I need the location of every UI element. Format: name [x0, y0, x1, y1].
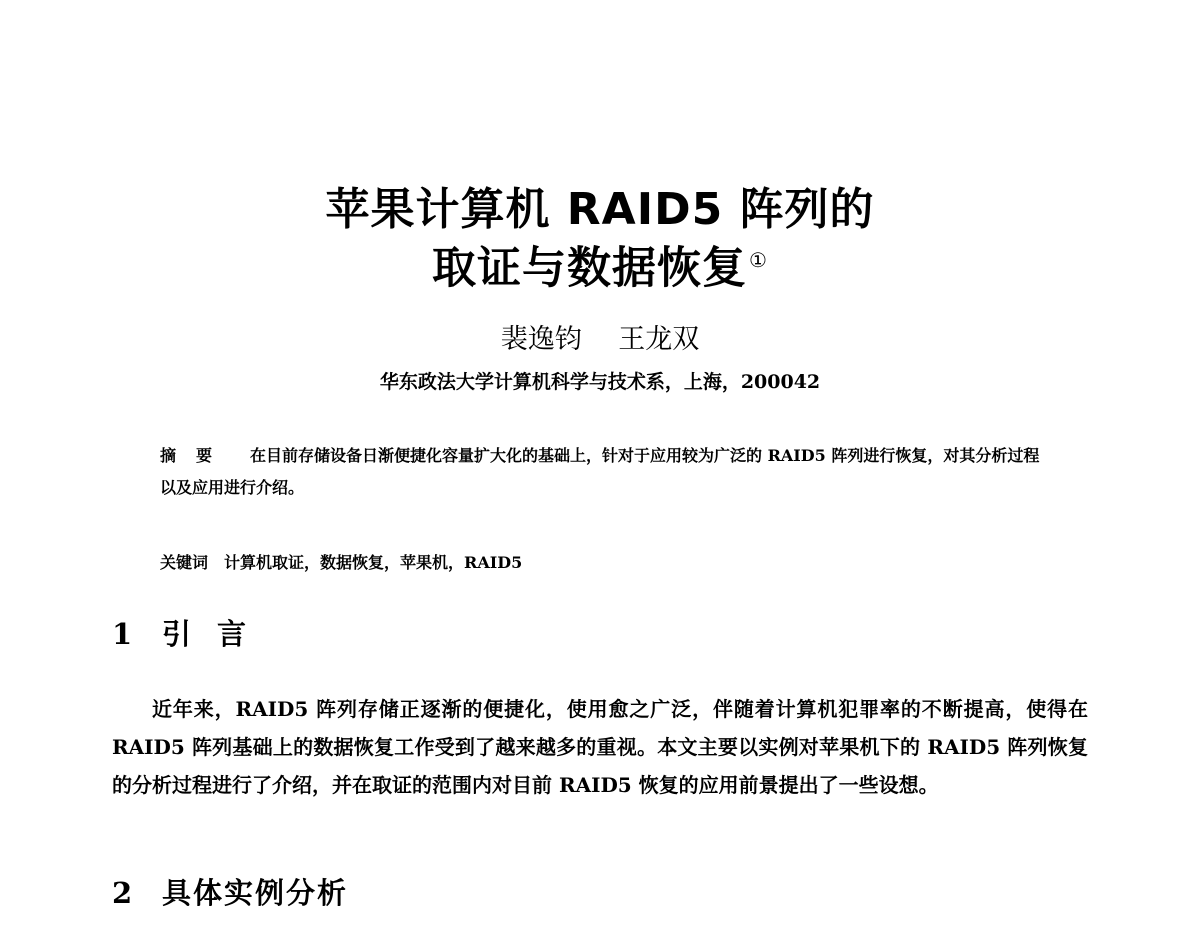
section-1-number: 1 [112, 617, 133, 651]
authors: 裴逸钧 王龙双 [500, 324, 700, 355]
abstract-text: 在目前存储设备日渐便捷化容量扩大化的基础上，针对于应用较为广泛的 RAID5 阵列进行恢复，对其分析过程以及应用进行介绍。 [160, 446, 1040, 497]
section-1-heading [112, 614, 272, 654]
abstract-label: 摘要 [160, 446, 233, 465]
paper-title-line-1 [0, 182, 1200, 238]
keywords-label: 关键词 [160, 553, 209, 572]
keywords-text: 计算机取证，数据恢复，苹果机，RAID5 [224, 553, 523, 572]
paper-title-text-2: 取证与数据恢复 [432, 242, 748, 294]
section-1-paragraph: 近年来，RAID5 阵列存储正逐渐的便捷化，使用愈之广泛，伴随着计算机犯罪率的不断提高，使得在 RAID5 阵列基础上的数据恢复工作受到了越来越多的重视。本文主要以实例对苹果机下的 RAID5 阵列恢复的分析过程进行了介绍，并在取证的范围内对目前 RAID5 恢复的应用前景提出了一些设想。 [112, 697, 1088, 797]
abstract [160, 440, 1040, 504]
section-2-title: 具体实例分析 [162, 876, 349, 910]
paper-title-text-1: 苹果计算机 RAID5 阵列的 [325, 184, 875, 235]
affiliation: 华东政法大学计算机科学与技术系，上海，200042 [379, 371, 821, 393]
section-2-heading [112, 873, 348, 913]
paper-title-line-2 [0, 232, 1200, 297]
title-footnote-mark: ① [749, 248, 768, 272]
keywords [160, 549, 1040, 577]
section-1-title: 引言 [162, 617, 273, 651]
section-2-number: 2 [112, 876, 133, 910]
